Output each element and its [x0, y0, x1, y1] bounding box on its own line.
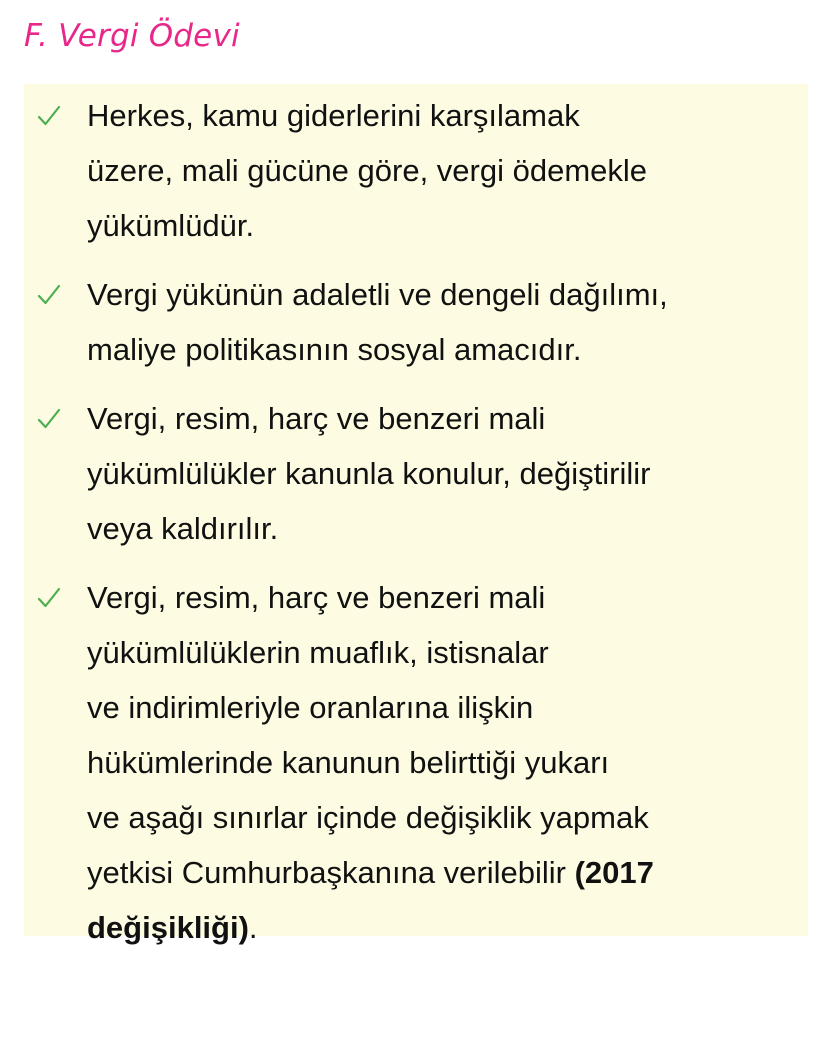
content-panel: [24, 84, 808, 945]
list-item: [24, 570, 808, 955]
item-text-line: maliye politikasının sosyal amacıdır.: [87, 332, 582, 367]
section-title: F. Vergi Ödevi: [24, 18, 240, 54]
item-text-line: Herkes, kamu giderlerini karşılamak: [87, 98, 580, 133]
checkmark-icon: [34, 391, 64, 446]
item-text-line: Vergi yükünün adaletli ve dengeli dağılımı,: [87, 277, 668, 312]
list-item: [24, 391, 808, 556]
list-item: [24, 267, 808, 377]
checkmark-icon: [34, 88, 64, 143]
item-text-line: ve indirimleriyle oranlarına ilişkin: [87, 690, 534, 725]
item-text-line: veya kaldırılır.: [87, 511, 279, 546]
item-text-line: [87, 900, 798, 955]
checklist: [24, 88, 808, 955]
item-text-line: yükümlülükler kanunla konulur, değiştirilir: [87, 456, 651, 491]
checkmark-icon: [34, 267, 64, 322]
list-item: [24, 88, 808, 253]
item-text-line: yükümlülüklerin muaflık, istisnalar: [87, 635, 549, 670]
item-text-line: [87, 845, 798, 900]
item-text-line: Vergi, resim, harç ve benzeri mali: [87, 401, 546, 436]
item-text-line: yükümlüdür.: [87, 208, 255, 243]
amendment-note: değişikliği): [87, 910, 249, 945]
checkmark-icon: [34, 570, 64, 625]
item-text-line: ve aşağı sınırlar içinde değişiklik yapmak: [87, 800, 649, 835]
amendment-note: (2017: [574, 855, 654, 890]
item-text-segment: .: [248, 910, 258, 945]
item-text-line: Vergi, resim, harç ve benzeri mali: [87, 580, 546, 615]
item-text-line: hükümlerinde kanunun belirttiği yukarı: [87, 745, 610, 780]
item-text-line: üzere, mali gücüne göre, vergi ödemekle: [87, 153, 648, 188]
item-text-segment: yetkisi Cumhurbaşkanına verilebilir: [87, 855, 575, 890]
